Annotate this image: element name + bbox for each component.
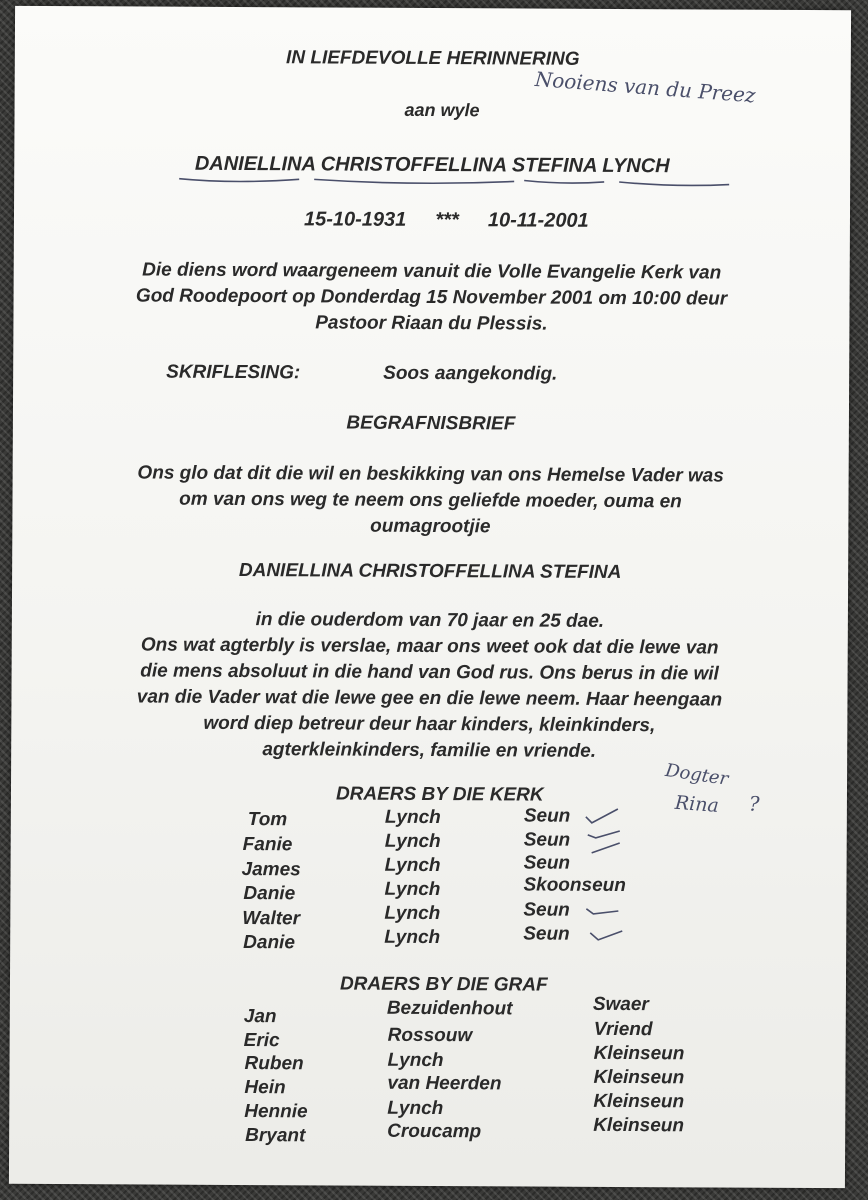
grave-bearer-relation: Kleinseun xyxy=(593,1042,685,1065)
church-bearer-first: Walter xyxy=(242,908,301,930)
grave-bearer-first: Hein xyxy=(244,1077,286,1099)
reading-value: Soos aangekondig. xyxy=(383,362,558,385)
handwritten-underline xyxy=(174,173,734,192)
letter-line-3: oumagrootjie xyxy=(370,515,491,538)
grave-bearer-relation: Vriend xyxy=(593,1018,653,1041)
grave-bearer-surname: van Heerden xyxy=(387,1072,502,1095)
reading-label: SKRIFLESING: xyxy=(166,361,301,384)
birth-date: 15-10-1931 xyxy=(303,208,407,231)
heading: IN LIEFDEVOLLE HERINNERING xyxy=(286,47,580,70)
church-bearer-relation: Seun xyxy=(523,805,571,827)
church-bearers-title: DRAERS BY DIE KERK xyxy=(335,783,544,806)
letter-line-1: Ons glo dat dit die wil en beskikking van ons Hemelse Vader was xyxy=(137,462,724,487)
church-bearer-relation: Seun xyxy=(523,852,571,874)
funeral-notice-sheet xyxy=(9,6,851,1188)
handwritten-maiden-name: Nooiens van du Preez xyxy=(534,66,757,108)
grave-bearer-surname: Lynch xyxy=(387,1097,444,1120)
church-bearer-first: Danie xyxy=(243,883,296,905)
church-bearer-surname: Lynch xyxy=(384,878,441,901)
grave-bearer-first: Ruben xyxy=(244,1053,304,1075)
dates xyxy=(304,208,589,232)
grave-bearer-surname: Croucamp xyxy=(387,1120,482,1143)
closing-line-3: die mens absoluut in die hand van God rus. Ons berus in die wil xyxy=(140,660,719,685)
handwritten-question-mark: ? xyxy=(748,791,760,816)
letter-title: BEGRAFNISBRIEF xyxy=(346,412,516,435)
grave-bearer-first: Eric xyxy=(243,1030,280,1052)
church-bearer-relation: Seun xyxy=(523,923,570,945)
sub-heading: aan wyle xyxy=(404,99,480,121)
church-bearer-surname: Lynch xyxy=(384,902,441,925)
service-line-1: Die diens word waargeneem vanuit die Volle Evangelie Kerk van xyxy=(142,259,722,284)
church-bearer-first: Danie xyxy=(243,932,295,954)
closing-line-2: Ons wat agterbly is verslae, maar ons weet ook dat die lewe van xyxy=(140,634,719,659)
handwritten-check-mark xyxy=(588,923,628,947)
service-line-3: Pastoor Riaan du Plessis. xyxy=(315,312,548,335)
church-bearer-first: Fanie xyxy=(242,834,293,856)
handwritten-check-mark xyxy=(584,805,624,829)
closing-line-5: word diep betreur deur haar kinders, kleinkinders, xyxy=(203,712,656,737)
closing-line-4: van die Vader wat die lewe gee en die lewe neem. Haar heengaan xyxy=(136,686,723,711)
closing-line-6: agterkleinkinders, familie en vriende. xyxy=(262,739,597,762)
church-bearer-first: James xyxy=(241,859,301,881)
dates-separator: *** xyxy=(435,209,459,232)
church-bearer-first: Tom xyxy=(247,809,288,831)
church-bearer-relation: Seun xyxy=(523,899,570,921)
grave-bearer-first: Hennie xyxy=(244,1101,308,1123)
letter-line-2: om van ons weg te neem ons geliefde moeder, ouma en xyxy=(179,488,682,513)
handwritten-check-mark xyxy=(586,829,626,859)
service-line-2: God Roodepoort op Donderdag 15 November 2001 om 10:00 deur xyxy=(135,285,728,310)
grave-bearer-relation: Kleinseun xyxy=(593,1090,685,1113)
death-date: 10-11-2001 xyxy=(487,209,589,232)
church-bearer-surname: Lynch xyxy=(384,854,441,877)
grave-bearer-relation: Kleinseun xyxy=(593,1114,685,1137)
church-bearer-surname: Lynch xyxy=(384,830,441,853)
deceased-short-name: DANIELLINA CHRISTOFFELLINA STEFINA xyxy=(238,559,622,584)
grave-bearer-surname: Rossouw xyxy=(387,1024,473,1047)
grave-bearer-relation: Kleinseun xyxy=(593,1066,685,1089)
grave-bearer-first: Bryant xyxy=(245,1125,306,1147)
handwritten-daughter-name: Rina xyxy=(674,791,720,818)
grave-bearer-relation: Swaer xyxy=(592,993,649,1016)
deceased-full-name: DANIELLINA CHRISTOFFELLINA STEFINA LYNCH xyxy=(194,152,670,178)
handwritten-check-mark xyxy=(584,901,624,921)
church-bearer-relation: Seun xyxy=(523,829,571,851)
grave-bearer-surname: Bezuidenhout xyxy=(386,997,513,1020)
grave-bearer-first: Jan xyxy=(243,1006,277,1028)
handwritten-daughter: Dogter xyxy=(663,759,730,790)
church-bearer-relation: Skoonseun xyxy=(523,874,626,897)
church-bearer-surname: Lynch xyxy=(384,806,441,829)
church-bearer-surname: Lynch xyxy=(384,926,441,949)
grave-bearer-surname: Lynch xyxy=(387,1049,444,1072)
closing-line-1: in die ouderdom van 70 jaar en 25 dae. xyxy=(255,609,605,632)
grave-bearers-title: DRAERS BY DIE GRAF xyxy=(339,973,548,996)
